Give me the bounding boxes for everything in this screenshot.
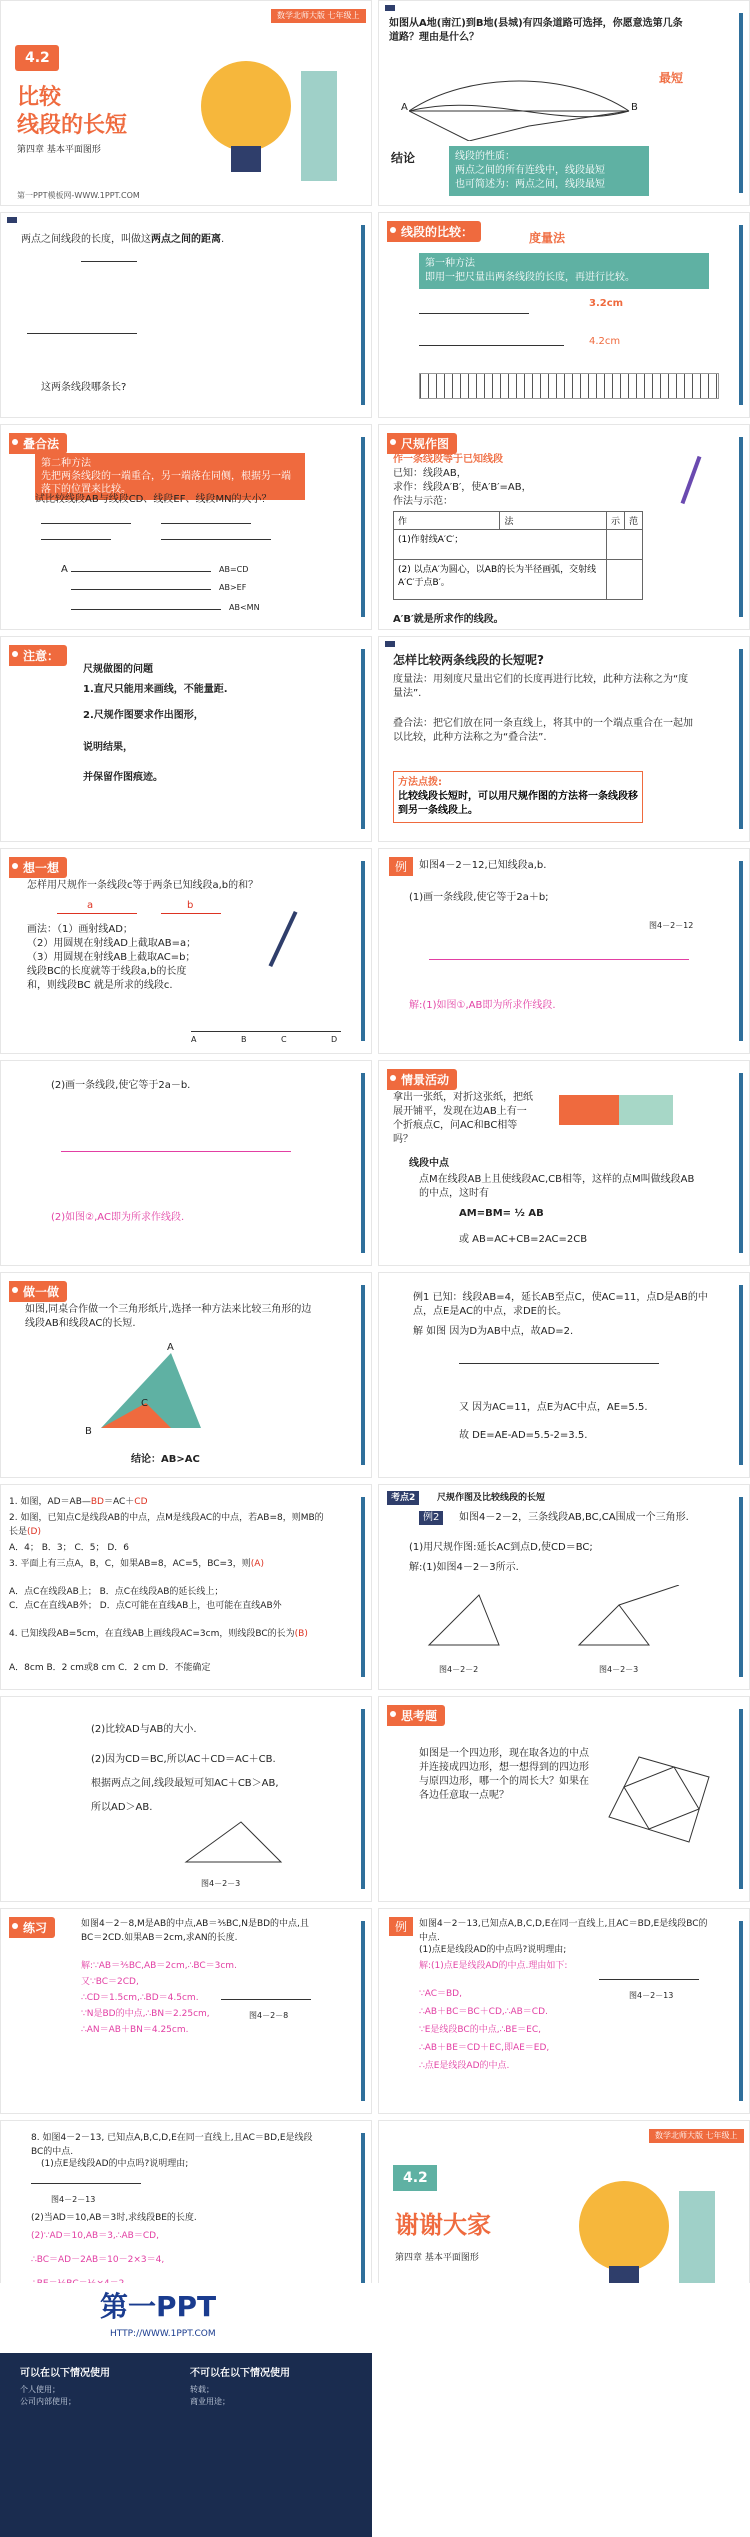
slide-topic2 xyxy=(378,1484,750,1690)
step-3: 线段BC的长度就等于线段a,b的长度和，则线段BC 就是所求的线段c. xyxy=(27,966,187,991)
slide-compare-measure xyxy=(378,212,750,418)
question: 试比较线段AB与线段CD、线段EF、线段MN的大小？ xyxy=(35,494,272,505)
q2: 2. 如图，已知点C是线段AB的中点，点M是线段AC的中点，若AB=8，则MB的长是 xyxy=(9,1513,324,1537)
q1-d: CD xyxy=(134,1497,148,1507)
pt-c: C xyxy=(281,1035,287,1044)
section-caption: 尺规作图 xyxy=(387,433,457,454)
value-2: 4.2cm xyxy=(589,336,621,347)
result-line xyxy=(61,1151,291,1152)
method-label: 度量法 xyxy=(529,231,566,245)
slide-triangle xyxy=(0,1272,372,1478)
paper-left xyxy=(559,1095,619,1125)
method-desc: 先把两条线段的一端重合，另一端落在同侧，根据另一端落下的位置来比较。 xyxy=(41,471,291,495)
slide-think xyxy=(0,848,372,1054)
result: A′B′就是所求作的线段。 xyxy=(393,614,504,625)
step-2: (2) 以点A′为圆心，以AB的长为半径画弧，交射线A′C′于点B′。 xyxy=(394,560,607,600)
question: 8. 如图4－2－13, 已知点A,B,C,D,E在同一直线上,且AC＝BD,E是线段BC的中点. xyxy=(31,2133,313,2157)
side-bar xyxy=(361,1497,365,1677)
conclusion: 结论：AB>AC xyxy=(131,1454,200,1465)
section-caption: 叠合法 xyxy=(9,433,67,454)
slide-overlap xyxy=(0,424,372,630)
method-measure: 度量法：用刻度尺量出它们的长度再进行比较，此种方法称之为“度量法”. xyxy=(393,674,689,699)
activity-text: 拿出一张纸，对折这张纸，把纸展开铺平，发现在边AB上有一个折痕点C，问AC和BC相等吗？ xyxy=(393,1092,533,1145)
section-caption: 练习 xyxy=(9,1917,55,1938)
tip-title: 方法点拨: xyxy=(398,777,442,788)
note-1: 1.直尺只能用来画线，不能量距. xyxy=(83,684,228,695)
hat-icon xyxy=(385,641,395,647)
property-box xyxy=(449,146,649,196)
question: 如图4－2－13,已知点A,B,C,D,E在同一直线上,且AC＝BD,E是线段BC的中点. xyxy=(419,1919,708,1943)
pt-b: B xyxy=(85,1426,92,1437)
slide-construction xyxy=(378,424,750,630)
q4: 4. 已知线段AB=5cm，在直线AB上画线段AC=3cm，则线段BC的长为 xyxy=(9,1629,295,1639)
midpoint-title: 线段中点 xyxy=(409,1158,449,1169)
slide-compare-ad xyxy=(0,1696,372,1902)
pt-a: A xyxy=(167,1342,174,1353)
q1-b: BD xyxy=(90,1497,104,1507)
deny-title: 不可以在以下情况使用 xyxy=(190,2368,290,2379)
lightbulb-icon xyxy=(579,2181,669,2271)
method-title: 第一种方法 xyxy=(425,258,475,269)
side-bar xyxy=(361,225,365,405)
seg-mn xyxy=(161,539,271,540)
compare-3 xyxy=(71,609,221,610)
ladder-illustration xyxy=(301,71,337,181)
triangles-figure xyxy=(419,1585,699,1655)
side-bar xyxy=(739,1285,743,1465)
result-2: AB>EF xyxy=(219,583,247,592)
quad-figure xyxy=(599,1747,719,1847)
side-bar xyxy=(739,1497,743,1677)
shortest-label: 最短 xyxy=(659,71,684,85)
question: 怎样用尺规作一条线段c等于两条已知线段a,b的和？ xyxy=(27,880,259,891)
pt-d: D xyxy=(331,1035,338,1044)
answer-3: ∴CD＝1.5cm,∴BD＝4.5cm. xyxy=(81,1993,199,2003)
answer-2: ∴BC＝AD－2AB＝10－2×3＝4, xyxy=(31,2255,165,2265)
formula-2: 或 AB=AC+CB=2AC=2CB xyxy=(459,1234,588,1245)
allow-2: 公司内部使用； xyxy=(20,2397,76,2406)
hat-icon xyxy=(7,217,17,223)
answer-2: 根据两点之间,线段最短可知AC＋CB＞AB, xyxy=(91,1778,279,1789)
fig-label: 图4－2－3 xyxy=(201,1879,241,1888)
step-1: （2）用圆规在射线AD上截取AB=a； xyxy=(27,938,197,949)
section-caption: 做一做 xyxy=(9,1281,67,1302)
ray-ad xyxy=(191,1031,341,1032)
cover-subtitle: 第四章 基本平面图形 xyxy=(17,145,101,155)
opts-2: A．4； B．3； C．5； D．6 xyxy=(9,1543,130,1553)
thanks-badge: 4.2 xyxy=(403,2170,428,2186)
answer-5: ∴点E是线段AD的中点. xyxy=(419,2061,510,2071)
fig-label: 图4－2－12 xyxy=(649,921,694,930)
answer-2: ∴AB＋BC＝BC＋CD,∴AB＝CD. xyxy=(419,2007,548,2017)
question: 如图从A地(南江)到B地(县城)有四条道路可选择，你愿意选第几条道路？理由是什么？ xyxy=(389,18,683,43)
deny-2: 商业用途； xyxy=(190,2397,230,2406)
solution-1: 解 如图 因为D为AB中点，故AD=2. xyxy=(413,1326,574,1337)
footer-logo: 第一PPT xyxy=(100,2290,217,2323)
label-a: A xyxy=(61,564,68,575)
ex-4 xyxy=(9,1627,329,1641)
answer-4: ∵N是BD的中点,∴BN＝2.25cm, xyxy=(81,2009,210,2019)
th-3: 示 xyxy=(606,512,624,530)
allow-1: 个人使用； xyxy=(20,2385,60,2394)
result-1: AB=CD xyxy=(219,565,249,574)
slide-methods xyxy=(378,636,750,842)
question-1: (1)点E是线段AD的中点吗?说明理由; xyxy=(419,1945,567,1955)
segment-2 xyxy=(419,345,564,346)
fig-label: 图4－2－8 xyxy=(249,2011,289,2020)
example-badge: 例 xyxy=(389,1917,413,1936)
answer: 解:(1)如图4－2－3所示. xyxy=(409,1562,519,1573)
question-2: (2)比较AD与AB的大小. xyxy=(91,1724,197,1735)
a2: (D) xyxy=(27,1527,41,1537)
midpoint-def: 点M在线段AB上且使线段AC,CB相等，这样的点M叫做线段AB的中点，这时有 xyxy=(419,1174,695,1199)
note-3: 说明结果， xyxy=(83,742,133,753)
property-short: 也可简述为：两点之间，线段最短 xyxy=(455,179,605,190)
notes-title: 尺规做图的问题 xyxy=(83,664,153,675)
definition: 两点之间线段的长度，叫做这两点之间的距离. xyxy=(21,234,225,245)
paper-right xyxy=(619,1095,673,1125)
figure-line xyxy=(599,1979,699,1980)
answer-1: (2)∵AD＝10,AB＝3,∴AB＝CD, xyxy=(31,2231,159,2241)
seg-b xyxy=(161,913,221,914)
side-bar xyxy=(739,437,743,617)
label-a: a xyxy=(87,900,94,911)
result-3: AB<MN xyxy=(229,603,260,612)
cover-tag: 数学北师大版 七年级上 xyxy=(271,9,366,23)
step-1: (1)作射线A′C′； xyxy=(394,530,607,560)
cover-site: 第一PPT模板网-WWW.1PPT.COM xyxy=(17,191,140,200)
task-text: 如图,同桌合作做一个三角形纸片,选择一种方法来比较三角形的边线段AB和线段AC的长短. xyxy=(25,1304,312,1329)
side-bar xyxy=(739,1073,743,1253)
given: 已知：线段AB， xyxy=(393,468,467,479)
compass-icon xyxy=(269,911,298,967)
section-caption: 情景活动 xyxy=(387,1069,457,1090)
th-4: 范 xyxy=(624,512,642,530)
q1-c: ＝AC＋ xyxy=(103,1497,135,1507)
note-4: 并保留作图痕迹。 xyxy=(83,772,163,783)
method-overlap: 叠合法：把它们放在同一条直线上，将其中的一个端点重合在一起加以比较，此种方法称之为“叠合法”. xyxy=(393,718,693,743)
which-longer: 这两条线段哪条长? xyxy=(41,382,127,393)
method-box xyxy=(419,253,709,289)
triangle-figure xyxy=(181,1817,301,1867)
number-line xyxy=(459,1363,659,1364)
figure-line xyxy=(221,1999,311,2000)
section-caption: 思考题 xyxy=(387,1705,445,1726)
roads-figure xyxy=(409,71,639,141)
bulb-base xyxy=(231,146,261,172)
slide-2a-minus-b xyxy=(0,1060,372,1266)
compare-1 xyxy=(71,571,211,572)
question: 如图4－2－12,已知线段a,b. xyxy=(419,860,547,871)
slide-example-midpoint xyxy=(378,1908,750,2114)
pt-b: B xyxy=(241,1035,247,1044)
result-line xyxy=(429,959,689,960)
answer: (2)如图②,AC即为所求作线段. xyxy=(51,1212,185,1223)
solution-2: 又 因为AC=11，点E为AC中点，AE=5.5. xyxy=(459,1402,648,1413)
triangle-figure xyxy=(91,1343,211,1433)
property-line: 两点之间的所有连线中，线段最短 xyxy=(455,165,605,176)
topic-tag: 考点2 xyxy=(387,1491,419,1505)
required: 求作：线段A′B′，使A′B′=AB， xyxy=(393,482,532,493)
seg-ab xyxy=(41,523,131,524)
answer-1: (2)因为CD＝BC,所以AC＋CD＝AC＋CB. xyxy=(91,1754,276,1765)
steps-table xyxy=(393,511,643,600)
slide-exercises xyxy=(0,1484,372,1690)
cover-title-1: 比较 xyxy=(17,85,62,110)
slide-roads xyxy=(378,0,750,206)
deny-1: 转载； xyxy=(190,2385,214,2394)
section-caption: 注意： xyxy=(9,645,67,666)
task: 作一条线段等于已知线段 xyxy=(393,454,503,465)
th-1: 作 xyxy=(394,512,500,530)
fig-2: 图4－2－3 xyxy=(599,1665,639,1674)
method-title: 第二种方法 xyxy=(41,458,91,469)
conclusion-label: 结论 xyxy=(391,151,416,165)
footer-url[interactable]: HTTP://WWW.1PPT.COM xyxy=(110,2329,216,2339)
think-text: 如图是一个四边形，现在取各边的中点并连接成四边形，想一想得到的四边形与原四边形，哪一个的周长大？如果在各边任意取一点呢？ xyxy=(419,1748,589,1801)
slide-example1 xyxy=(378,1272,750,1478)
slide-distance xyxy=(0,212,372,418)
lightbulb-icon xyxy=(201,61,291,151)
a3: (A) xyxy=(250,1559,264,1569)
label-b: b xyxy=(187,900,194,911)
side-bar xyxy=(361,437,365,617)
allow-title: 可以在以下情况使用 xyxy=(20,2368,110,2379)
step-0: 画法：（1）画射线AD； xyxy=(27,924,133,935)
hat-icon xyxy=(385,5,395,11)
section-caption: 线段的比较： xyxy=(387,221,481,242)
thanks-title: 谢谢大家 xyxy=(395,2211,491,2239)
seg-a xyxy=(57,913,137,914)
cover-badge: 4.2 xyxy=(25,50,50,66)
side-bar xyxy=(361,649,365,829)
ex-1 xyxy=(9,1495,148,1509)
question: (2)画一条线段,使它等于2a－b. xyxy=(51,1080,191,1091)
ex-2 xyxy=(9,1511,329,1539)
slide-quadrilateral xyxy=(378,1696,750,1902)
ex-3 xyxy=(9,1557,329,1571)
example-badge: 例 xyxy=(389,857,413,876)
def-bold: 两点之间的距离 xyxy=(151,234,221,245)
question: 如图4－2－8,M是AB的中点,AB＝⅗BC,N是BD的中点,且BC＝2CD.如果AB＝2cm,求AN的长度. xyxy=(81,1919,309,1943)
question-1: (1)画一条线段,使它等于2a＋b; xyxy=(409,892,549,903)
side-bar xyxy=(361,1285,365,1465)
answer-2: 又∵BC＝2CD, xyxy=(81,1977,139,1987)
question-1: (1)点E是线段AD的中点吗?说明理由; xyxy=(41,2159,189,2169)
segment-2 xyxy=(27,333,137,334)
slide-cover xyxy=(0,0,372,206)
thanks-subtitle: 第四章 基本平面图形 xyxy=(395,2253,479,2263)
point-b: B xyxy=(631,102,638,113)
slide-example-2a-b xyxy=(378,848,750,1054)
side-bar xyxy=(739,861,743,1041)
answer: 解:(1)如图①,AB即为所求作线段. xyxy=(409,1000,556,1011)
example-badge: 例2 xyxy=(419,1511,443,1525)
answer-1: 解:∵AB＝⅗BC,AB＝2cm,∴BC＝3cm. xyxy=(81,1961,237,1971)
formula-1: AM=BM= ½ AB xyxy=(459,1208,544,1219)
topic-title: 尺规作图及比较线段的长短 xyxy=(437,1493,546,1503)
answer-3: 所以AD＞AB. xyxy=(91,1802,153,1813)
q1-a: 1. 如图，AD＝AB— xyxy=(9,1497,91,1507)
thanks-tag: 数学北师大版 七年级上 xyxy=(649,2129,744,2143)
q3: 3. 平面上有三点A，B，C，如果AB=8，AC=5，BC=3，则 xyxy=(9,1559,251,1569)
slide-practice xyxy=(0,1908,372,2114)
answer-1: ∵AC＝BD, xyxy=(419,1989,462,1999)
opts-4: A．8cm B．2 cm或8 cm C．2 cm D．不能确定 xyxy=(9,1663,211,1673)
pt-a: A xyxy=(191,1035,197,1044)
answer-4: ∴AB＋BE＝CD＋EC,即AE＝ED, xyxy=(419,2043,550,2053)
compass-icon xyxy=(681,456,702,504)
question-1: (1)用尺规作图:延长AC到点D,使CD＝BC; xyxy=(409,1542,593,1553)
def-text: 两点之间线段的长度，叫做这 xyxy=(21,234,151,245)
side-bar xyxy=(361,1709,365,1889)
section-caption: 想一想 xyxy=(9,857,67,878)
side-bar xyxy=(739,1921,743,2101)
tip-box xyxy=(393,771,643,823)
fig-1: 图4－2－2 xyxy=(439,1665,479,1674)
answer-3: ∵E是线段BC的中点,∴BE＝EC, xyxy=(419,2025,541,2035)
side-bar xyxy=(361,1073,365,1253)
question: 怎样比较两条线段的长短呢? xyxy=(393,653,544,667)
solution-3: 故 DE=AE-AD=5.5-2=3.5. xyxy=(459,1430,588,1441)
compare-2 xyxy=(71,589,211,590)
fig-label: 图4－2－13 xyxy=(51,2195,96,2204)
property-title: 线段的性质： xyxy=(455,151,515,162)
opts-3a: A．点C在线段AB上； B．点C在线段AB的延长线上； xyxy=(9,1587,224,1597)
fig-label: 图4－2－13 xyxy=(629,1991,674,2000)
steps-title: 作法与示范： xyxy=(393,496,453,507)
question-2: (2)当AD＝10,AB＝3时,求线段BE的长度. xyxy=(31,2213,197,2223)
th-2: 法 xyxy=(500,512,606,530)
figure-line xyxy=(31,2183,141,2184)
seg-ef xyxy=(41,539,111,540)
footer-panel xyxy=(0,2283,372,2537)
a4: (B) xyxy=(294,1629,308,1639)
opts-3b: C．点C在直线AB外； D．点C可能在直线AB上，也可能在直线AB外 xyxy=(9,1601,282,1611)
side-bar xyxy=(361,1921,365,2101)
segment-1 xyxy=(81,261,137,262)
tip-text: 比较线段长短时，可以用尺规作图的方法将一条线段移到另一条线段上。 xyxy=(398,791,638,816)
segment-1 xyxy=(419,313,529,314)
ruler xyxy=(419,373,719,399)
blank-area xyxy=(378,2283,750,2537)
seg-cd xyxy=(161,523,251,524)
side-bar xyxy=(739,225,743,405)
value-1: 3.2cm xyxy=(589,298,624,309)
point-a: A xyxy=(401,102,408,113)
method-desc: 即用一把尺量出两条线段的长度，再进行比较。 xyxy=(425,272,635,283)
answer-0: 解:(1)点E是线段AD的中点.理由如下: xyxy=(419,1961,568,1971)
side-bar xyxy=(361,861,365,1041)
question: 如图4－2－2，三条线段AB,BC,CA围成一个三角形. xyxy=(459,1512,689,1523)
slide-notes xyxy=(0,636,372,842)
answer-5: ∴AN＝AB＋BN＝4.25cm. xyxy=(81,2025,189,2035)
problem: 例1 已知：线段AB=4，延长AB至点C，使AC=11，点D是AB的中点，点E是AC的中点，求DE的长。 xyxy=(413,1292,708,1317)
side-bar xyxy=(739,1709,743,1889)
cover-title-2: 线段的长短 xyxy=(17,113,128,138)
slide-midpoint xyxy=(378,1060,750,1266)
side-bar xyxy=(739,13,743,193)
pt-c: C xyxy=(141,1398,148,1409)
step-2: （3）用圆规在射线AB上截取AC=b； xyxy=(27,952,196,963)
side-bar xyxy=(739,649,743,829)
note-2: 2.尺规作图要求作出图形， xyxy=(83,710,204,721)
